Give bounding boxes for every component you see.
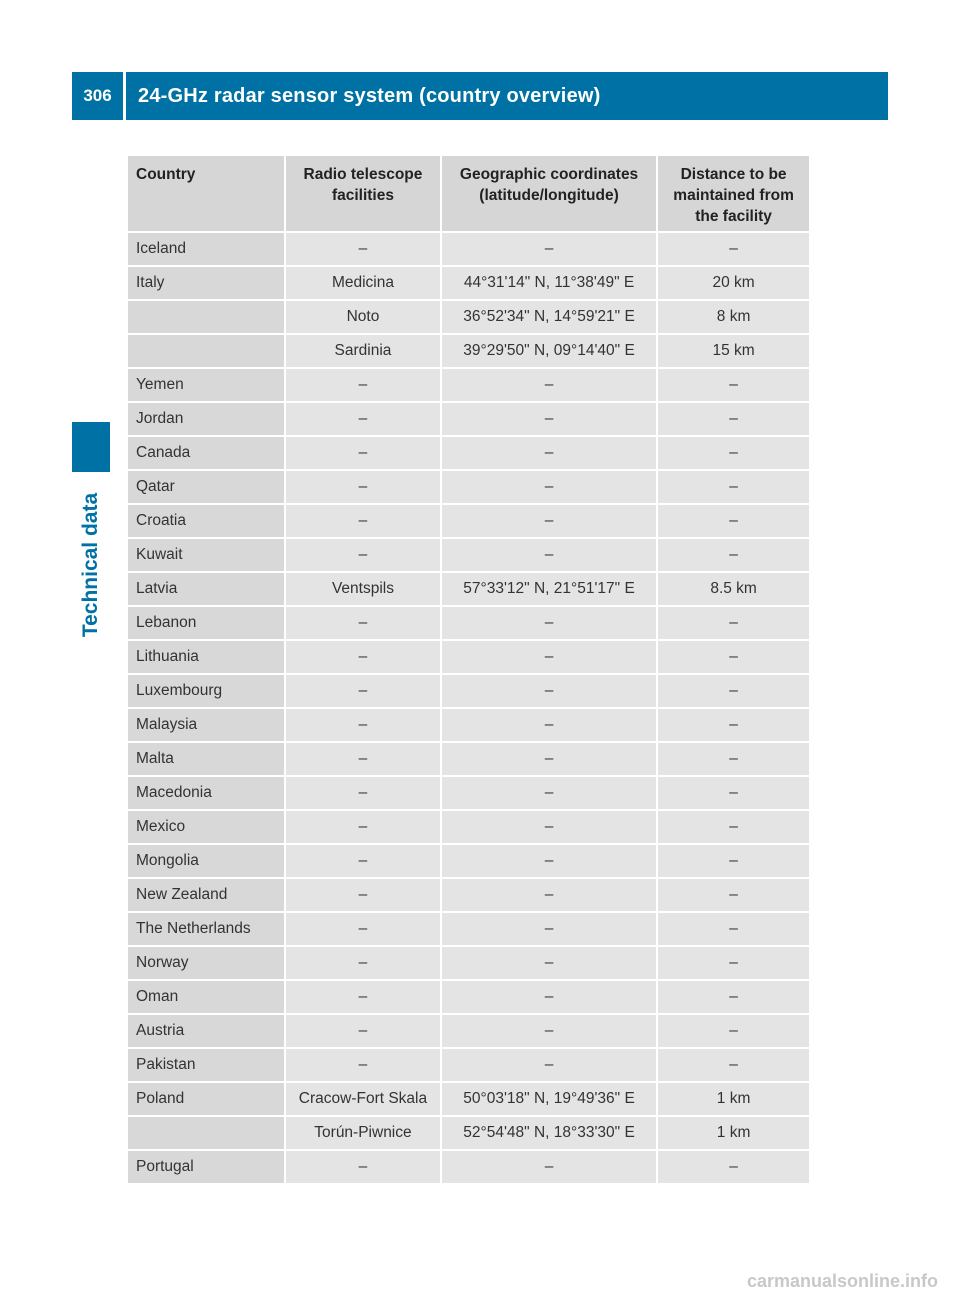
cell-telescope: Noto <box>286 301 440 333</box>
cell-telescope: – <box>286 505 440 537</box>
column-header-distance: Distance to be maintained from the facility <box>658 156 809 231</box>
cell-telescope: – <box>286 675 440 707</box>
cell-telescope: Ventspils <box>286 573 440 605</box>
cell-distance: – <box>658 947 809 979</box>
cell-coordinates: 52°54'48" N, 18°33'30" E <box>442 1117 656 1149</box>
table-row <box>128 777 809 809</box>
cell-telescope: – <box>286 879 440 911</box>
cell-distance: – <box>658 981 809 1013</box>
cell-telescope: Sardinia <box>286 335 440 367</box>
cell-distance: – <box>658 505 809 537</box>
table-row <box>128 1015 809 1047</box>
cell-telescope: – <box>286 709 440 741</box>
cell-distance: – <box>658 539 809 571</box>
cell-country: Iceland <box>128 233 284 265</box>
table-row <box>128 913 809 945</box>
table-row <box>128 981 809 1013</box>
cell-distance: – <box>658 1049 809 1081</box>
cell-coordinates: 50°03'18" N, 19°49'36" E <box>442 1083 656 1115</box>
cell-coordinates: – <box>442 675 656 707</box>
cell-country: Lebanon <box>128 607 284 639</box>
cell-telescope: – <box>286 607 440 639</box>
cell-telescope: – <box>286 981 440 1013</box>
cell-distance: – <box>658 913 809 945</box>
table-body <box>128 233 809 1183</box>
cell-coordinates: – <box>442 607 656 639</box>
table-row <box>128 403 809 435</box>
cell-telescope: – <box>286 743 440 775</box>
table-row <box>128 879 809 911</box>
cell-country: The Netherlands <box>128 913 284 945</box>
cell-country: Malta <box>128 743 284 775</box>
cell-distance: 15 km <box>658 335 809 367</box>
cell-country <box>128 301 284 333</box>
column-header-coordinates: Geographic coordinates (latitude/longitude) <box>442 156 656 231</box>
cell-country: Italy <box>128 267 284 299</box>
cell-distance: – <box>658 1151 809 1183</box>
column-header-country: Country <box>128 156 284 231</box>
table-row <box>128 1049 809 1081</box>
cell-coordinates: – <box>442 403 656 435</box>
cell-coordinates: – <box>442 369 656 401</box>
cell-coordinates: – <box>442 1049 656 1081</box>
cell-country: Poland <box>128 1083 284 1115</box>
table-row <box>128 233 809 265</box>
table-row <box>128 811 809 843</box>
cell-telescope: – <box>286 1049 440 1081</box>
cell-coordinates: – <box>442 743 656 775</box>
cell-country: Mexico <box>128 811 284 843</box>
cell-country: Austria <box>128 1015 284 1047</box>
table-row <box>128 1083 809 1115</box>
cell-distance: – <box>658 233 809 265</box>
cell-telescope: – <box>286 947 440 979</box>
cell-coordinates: 57°33'12" N, 21°51'17" E <box>442 573 656 605</box>
cell-distance: – <box>658 1015 809 1047</box>
table-row <box>128 267 809 299</box>
cell-coordinates: – <box>442 981 656 1013</box>
table-row <box>128 335 809 367</box>
cell-telescope: – <box>286 471 440 503</box>
cell-distance: – <box>658 437 809 469</box>
cell-distance: – <box>658 743 809 775</box>
table-row <box>128 539 809 571</box>
cell-country: Mongolia <box>128 845 284 877</box>
cell-country: Oman <box>128 981 284 1013</box>
section-marker <box>72 422 110 472</box>
cell-telescope: Medicina <box>286 267 440 299</box>
cell-country: Jordan <box>128 403 284 435</box>
cell-coordinates: – <box>442 505 656 537</box>
cell-telescope: – <box>286 539 440 571</box>
column-header-radio-telescope: Radio telescope facilities <box>286 156 440 231</box>
cell-coordinates: – <box>442 845 656 877</box>
table-header-row <box>128 156 809 231</box>
table-row <box>128 845 809 877</box>
table-row <box>128 641 809 673</box>
cell-coordinates: – <box>442 709 656 741</box>
cell-distance: – <box>658 471 809 503</box>
cell-coordinates: – <box>442 641 656 673</box>
cell-coordinates: – <box>442 811 656 843</box>
cell-coordinates: 39°29'50" N, 09°14'40" E <box>442 335 656 367</box>
cell-distance: 8.5 km <box>658 573 809 605</box>
table-row <box>128 743 809 775</box>
cell-coordinates: – <box>442 1151 656 1183</box>
table-row <box>128 505 809 537</box>
cell-country: Lithuania <box>128 641 284 673</box>
cell-country: Qatar <box>128 471 284 503</box>
cell-telescope: Torún-Piwnice <box>286 1117 440 1149</box>
cell-telescope: – <box>286 369 440 401</box>
cell-telescope: – <box>286 811 440 843</box>
cell-coordinates: – <box>442 913 656 945</box>
cell-telescope: Cracow-Fort Skala <box>286 1083 440 1115</box>
section-label: Technical data <box>79 492 102 638</box>
cell-distance: – <box>658 811 809 843</box>
cell-coordinates: – <box>442 233 656 265</box>
cell-country: Portugal <box>128 1151 284 1183</box>
cell-coordinates: – <box>442 947 656 979</box>
cell-distance: – <box>658 777 809 809</box>
cell-country: Macedonia <box>128 777 284 809</box>
cell-telescope: – <box>286 641 440 673</box>
cell-country: Luxembourg <box>128 675 284 707</box>
page-header <box>72 72 888 120</box>
cell-distance: – <box>658 369 809 401</box>
table-row <box>128 437 809 469</box>
table-row <box>128 1151 809 1183</box>
cell-distance: – <box>658 403 809 435</box>
cell-distance: 8 km <box>658 301 809 333</box>
table-row <box>128 301 809 333</box>
cell-coordinates: – <box>442 437 656 469</box>
cell-distance: 1 km <box>658 1117 809 1149</box>
cell-distance: – <box>658 845 809 877</box>
cell-country: Kuwait <box>128 539 284 571</box>
cell-country: Canada <box>128 437 284 469</box>
cell-coordinates: – <box>442 777 656 809</box>
cell-telescope: – <box>286 1015 440 1047</box>
cell-coordinates: – <box>442 879 656 911</box>
page-number: 306 <box>72 72 126 120</box>
cell-distance: – <box>658 641 809 673</box>
cell-country: Latvia <box>128 573 284 605</box>
table-row <box>128 675 809 707</box>
cell-distance: – <box>658 709 809 741</box>
cell-telescope: – <box>286 845 440 877</box>
cell-distance: 20 km <box>658 267 809 299</box>
page-title: 24-GHz radar sensor system (country overview) <box>138 84 601 107</box>
watermark: carmanualsonline.info <box>746 1271 938 1291</box>
cell-telescope: – <box>286 437 440 469</box>
cell-telescope: – <box>286 913 440 945</box>
cell-country: Malaysia <box>128 709 284 741</box>
cell-coordinates: 44°31'14" N, 11°38'49" E <box>442 267 656 299</box>
cell-country: Yemen <box>128 369 284 401</box>
table-row <box>128 369 809 401</box>
table-row <box>128 1117 809 1149</box>
table-row <box>128 947 809 979</box>
cell-distance: – <box>658 879 809 911</box>
cell-telescope: – <box>286 1151 440 1183</box>
table-row <box>128 607 809 639</box>
cell-country: Pakistan <box>128 1049 284 1081</box>
cell-country <box>128 335 284 367</box>
cell-country <box>128 1117 284 1149</box>
cell-coordinates: – <box>442 539 656 571</box>
cell-country: New Zealand <box>128 879 284 911</box>
cell-distance: 1 km <box>658 1083 809 1115</box>
cell-coordinates: – <box>442 1015 656 1047</box>
table-row <box>128 709 809 741</box>
cell-distance: – <box>658 607 809 639</box>
cell-telescope: – <box>286 777 440 809</box>
cell-distance: – <box>658 675 809 707</box>
cell-country: Norway <box>128 947 284 979</box>
cell-country: Croatia <box>128 505 284 537</box>
cell-telescope: – <box>286 403 440 435</box>
table-row <box>128 573 809 605</box>
cell-telescope: – <box>286 233 440 265</box>
cell-coordinates: 36°52'34" N, 14°59'21" E <box>442 301 656 333</box>
country-overview-table <box>126 154 811 1185</box>
cell-coordinates: – <box>442 471 656 503</box>
table-row <box>128 471 809 503</box>
